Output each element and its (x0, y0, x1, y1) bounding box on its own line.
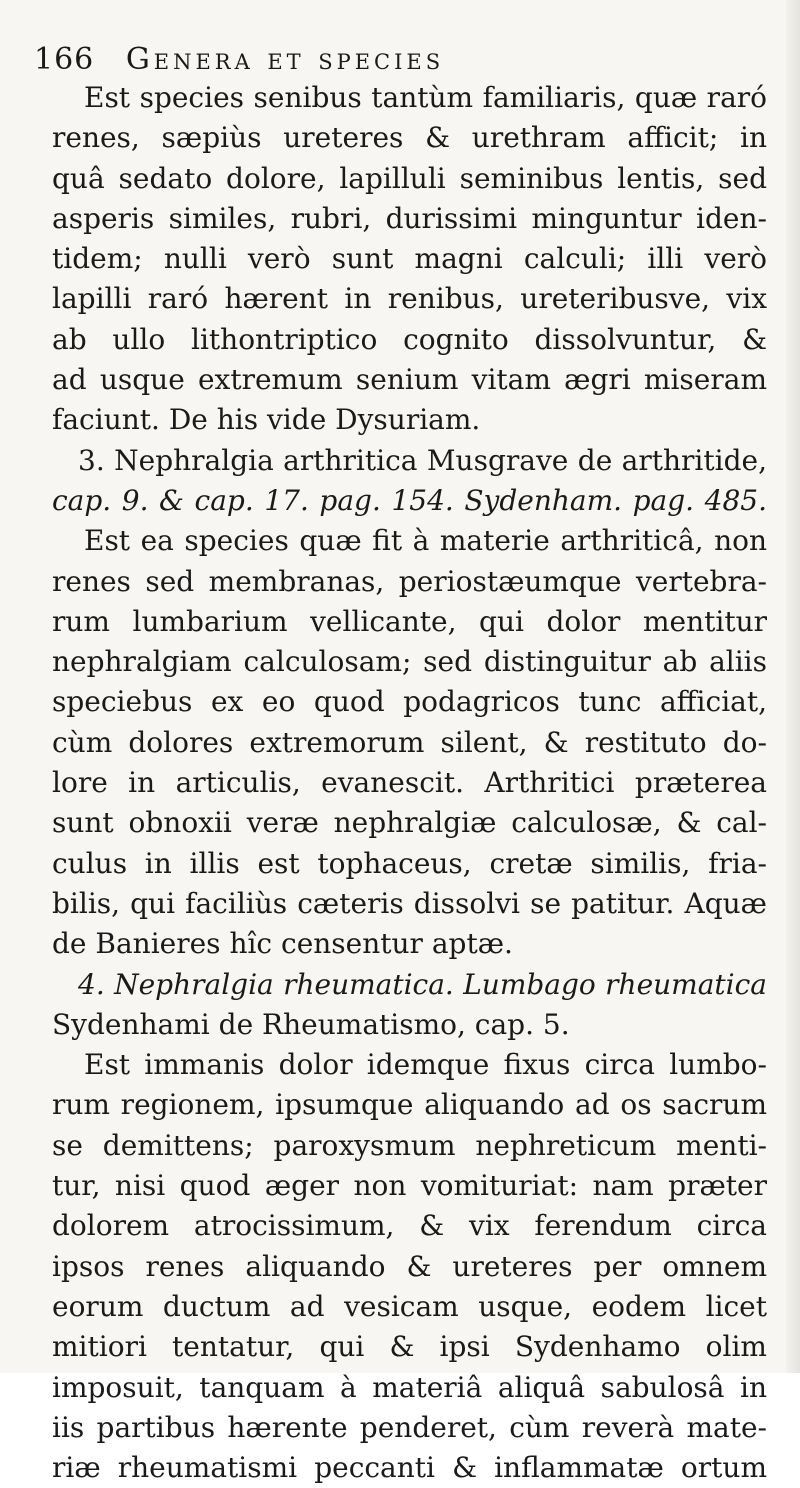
text-line: tur, nisi quod æger non vomituriat: nam præter (52, 1169, 767, 1203)
text-line: Est ea species quæ fit à materie arthriticâ, non (84, 524, 767, 558)
text-line: Sydenhami de Rheumatismo, cap. 5. (52, 1007, 570, 1041)
text-line: ad usque extremum senium vitam ægri miseram (52, 363, 767, 397)
text-line: rum regionem, ipsumque aliquando ad os sacrum (52, 1088, 767, 1122)
running-title: Genera et species (125, 42, 445, 77)
text-line: ab ullo lithontriptico cognito dissolvuntur, & (52, 322, 767, 356)
text-line: riæ rheumatismi peccanti & inflammatæ ortum (52, 1451, 767, 1485)
text-line: tidem; nulli verò sunt magni calculi; illi verò (52, 242, 767, 276)
text-line: lore in articulis, evanescit. Arthritici præterea (52, 766, 767, 800)
text-line: renes sed membranas, periostæumque vertebra- (52, 564, 767, 598)
text-line: bilis, qui faciliùs cæteris dissolvi se patitur. Aquæ (52, 886, 767, 920)
text-line: se demittens; paroxysmum nephreticum menti- (52, 1128, 767, 1162)
text-line: de Banieres hîc censentur aptæ. (52, 927, 513, 961)
text-line: Est species senibus tantùm familiaris, quæ raró (84, 81, 767, 114)
text-line: quâ sedato dolore, lapilluli seminibus lentis, sed (52, 161, 767, 195)
text-line: faciunt. De his vide Dysuriam. (52, 403, 481, 437)
text-line: ipsos renes aliquando & ureteres per omnem (52, 1249, 767, 1283)
text-line: mitiori tentatur, qui & ipsi Sydenhamo olim (52, 1330, 767, 1364)
text-line: culus in illis est tophaceus, cretæ similis, fria- (52, 846, 767, 880)
text-line: renes, sæpiùs ureteres & urethram afficit; in (52, 121, 767, 155)
text-line: eorum ductum ad vesicam usque, eodem licet (52, 1289, 767, 1323)
text-line: nephralgiam calculosam; sed distinguitur ab aliis (52, 645, 767, 679)
page-number: 166 (34, 42, 95, 77)
text-line: asperis similes, rubri, durissimi minguntur iden- (52, 201, 767, 235)
text-line: Est immanis dolor idemque fixus circa lumbo- (84, 1048, 767, 1082)
text-line: speciebus ex eo quod podagricos tunc afficiat, (52, 685, 767, 719)
text-line: cap. 9. & cap. 17. pag. 154. Sydenham. pag. 485. (52, 483, 767, 517)
text-line: sunt obnoxii veræ nephralgiæ calculosæ, & cal- (52, 806, 767, 840)
page-edge (786, 0, 800, 1373)
text-line: 4. Nephralgia rheumatica. Lumbago rheumatica (78, 967, 767, 1001)
text-line: imposuit, tanquam à materiâ aliquâ sabulosâ in (52, 1370, 767, 1404)
text-line: rum lumbarium vellicante, qui dolor mentitur (52, 604, 767, 638)
text-line: iis partibus hærente penderet, cùm reverà mate- (52, 1410, 767, 1444)
text-line: 3. Nephralgia arthritica Musgrave de arthritide, (78, 443, 767, 477)
body-text (52, 78, 767, 1488)
running-header (34, 38, 774, 82)
text-line: dolorem atrocissimum, & vix ferendum circa (52, 1209, 767, 1243)
text-line: cùm dolores extremorum silent, & restituto do- (52, 725, 767, 759)
text-line: lapilli raró hærent in renibus, ureteribusve, vix (52, 282, 767, 316)
